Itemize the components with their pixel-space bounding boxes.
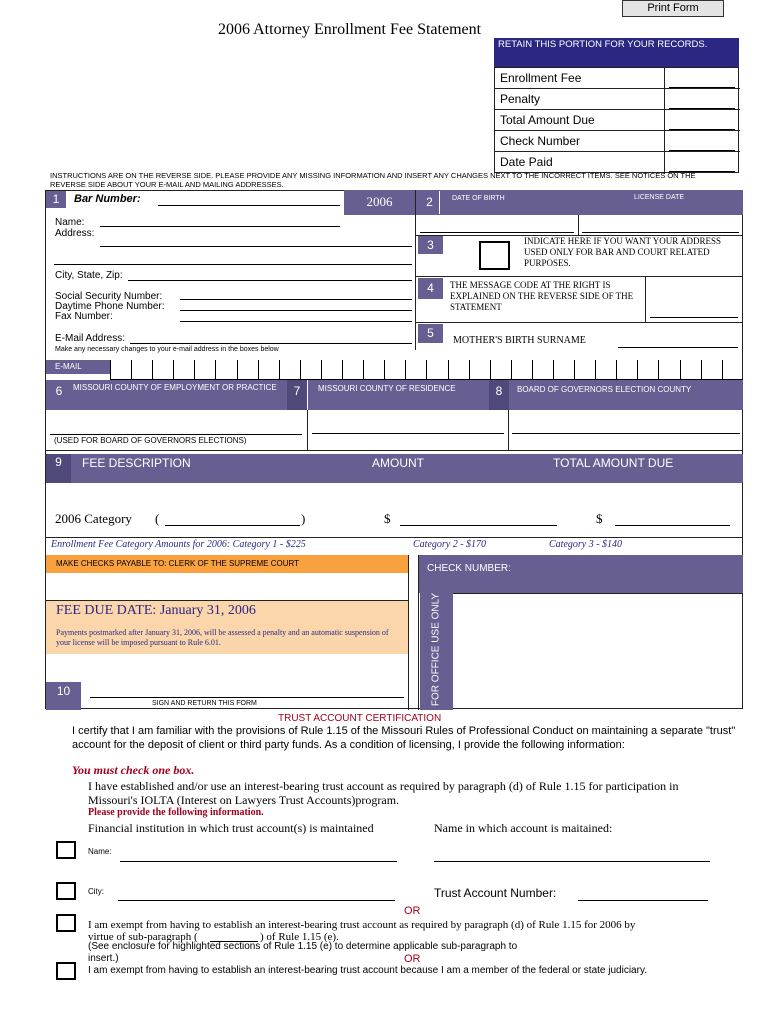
- section-4-text: THE MESSAGE CODE AT THE RIGHT IS EXPLAINED ON THE REVERSE SIDE OF THE STATEMENT: [450, 280, 634, 312]
- fax-field[interactable]: [180, 321, 412, 322]
- section-5-text: MOTHER'S BIRTH SURNAME: [453, 335, 586, 346]
- email-char-box[interactable]: [342, 360, 363, 380]
- section-3-number: 3: [418, 236, 443, 254]
- amount-field[interactable]: [400, 525, 557, 526]
- email-char-box[interactable]: [469, 360, 490, 380]
- check-number-field[interactable]: [669, 150, 735, 151]
- email-char-box[interactable]: [722, 360, 743, 380]
- email-char-box[interactable]: [658, 360, 679, 380]
- bar-number-label: Bar Number:: [74, 193, 141, 205]
- address-label: Address:: [55, 228, 95, 239]
- email-char-box[interactable]: [300, 360, 321, 380]
- signature-field[interactable]: [90, 697, 404, 698]
- license-date-label: LICENSE DATE: [634, 194, 685, 201]
- fin-inst-label: Financial institution in which trust account(s) is maintained: [88, 821, 374, 835]
- email-field[interactable]: [130, 343, 412, 344]
- section-7-number: 7: [289, 383, 305, 399]
- email-char-box[interactable]: [215, 360, 236, 380]
- trust-option-2: I am exempt from having to establish an interest-bearing trust account as required by paragraph (d) of Rule 1.15 for 2006 by: [88, 919, 636, 931]
- section-9-number: 9: [46, 454, 71, 483]
- fax-label: Fax Number:: [55, 311, 113, 322]
- city-field[interactable]: [128, 280, 412, 281]
- retain-row: Date Paid: [500, 155, 553, 169]
- retain-header-text: RETAIN THIS PORTION FOR YOUR RECORDS.: [498, 39, 708, 50]
- instructions: INSTRUCTIONS ARE ON THE REVERSE SIDE. PLEASE PROVIDE ANY MISSING INFORMATION AND INSERT ANY CHANGES NEXT TO THE INCORRECT ITEMS. SEE NOTICES ON THE REVERSE SIDE ABOUT YOUR E-MAIL AND MAILING ADDRESSES.: [50, 171, 696, 189]
- mother-surname-field[interactable]: [618, 347, 738, 348]
- email-label: E-Mail Address:: [55, 333, 126, 344]
- email-char-box[interactable]: [110, 360, 131, 380]
- email-char-box[interactable]: [426, 360, 447, 380]
- section-10-number: 10: [46, 682, 81, 710]
- institution-name-label: Name:: [88, 847, 112, 856]
- trust-option-1-checkbox[interactable]: [56, 841, 76, 859]
- total-dollar: $: [596, 511, 603, 526]
- provide-info: Please provide the following information.: [88, 807, 264, 818]
- trust-option-2-insert: insert.): [88, 953, 119, 964]
- fee-description-heading: FEE DESCRIPTION: [82, 456, 191, 470]
- address-use-checkbox[interactable]: [479, 241, 510, 270]
- message-code-field[interactable]: [650, 317, 738, 318]
- trust-option-2-rule: ) of Rule 1.15 (e).: [260, 931, 339, 943]
- email-char-box[interactable]: [279, 360, 300, 380]
- amount-dollar: $: [384, 511, 391, 526]
- trust-option-2-enclosure: (See enclosure for highlighted sections of Rule 1.15 (e) to determine applicable sub-paragraph to: [88, 941, 518, 952]
- or-divider-1: OR: [404, 905, 421, 917]
- email-char-box[interactable]: [363, 360, 384, 380]
- trust-option-3-checkbox[interactable]: [56, 962, 76, 980]
- category-label: 2006 Category: [55, 511, 132, 526]
- retain-row: Total Amount Due: [500, 113, 595, 127]
- section-2-header: [416, 190, 743, 215]
- total-amount-field[interactable]: [669, 129, 735, 130]
- section-8-number: 8: [491, 383, 507, 399]
- penalty-field[interactable]: [669, 108, 735, 109]
- email-char-box[interactable]: [173, 360, 194, 380]
- name-field[interactable]: [100, 226, 340, 227]
- trust-option-2-virtue: virtue of sub-paragraph (: [88, 931, 198, 943]
- section-2-number: 2: [420, 191, 440, 214]
- office-use-area: [453, 593, 743, 710]
- section-5-number: 5: [418, 324, 443, 343]
- office-use-label: FOR OFFICE USE ONLY: [430, 592, 442, 707]
- or-divider-2: OR: [404, 953, 421, 965]
- email-char-box[interactable]: [532, 360, 553, 380]
- section-1-number: 1: [46, 191, 66, 208]
- trust-heading: TRUST ACCOUNT CERTIFICATION: [278, 713, 442, 724]
- category-amounts-2: Category 2 - $170: [413, 539, 487, 550]
- election-county-field[interactable]: [512, 433, 740, 434]
- trust-number-field[interactable]: [578, 900, 708, 901]
- license-date-field[interactable]: [582, 232, 739, 233]
- name-label: Name:: [55, 217, 85, 228]
- category-field[interactable]: [165, 525, 300, 526]
- email-char-box[interactable]: [237, 360, 258, 380]
- year-text: 2006: [366, 194, 393, 209]
- amount-heading: AMOUNT: [372, 456, 424, 470]
- dob-label: DATE OF BIRTH: [452, 195, 505, 202]
- category-close-paren: ): [301, 511, 306, 526]
- email-char-box[interactable]: [616, 360, 637, 380]
- section-6-note: (USED FOR BOARD OF GOVERNORS ELECTIONS): [54, 436, 247, 445]
- section-6-text: MISSOURI COUNTY OF EMPLOYMENT OR PRACTICE: [73, 383, 277, 392]
- county-residence-field[interactable]: [312, 433, 504, 434]
- email-char-box[interactable]: [321, 360, 342, 380]
- institution-city-field[interactable]: [118, 900, 395, 901]
- email-char-box[interactable]: [553, 360, 574, 380]
- email-char-box[interactable]: [448, 360, 469, 380]
- total-due-heading: TOTAL AMOUNT DUE: [553, 456, 674, 470]
- county-employment-field[interactable]: [50, 434, 302, 435]
- page-title: 2006 Attorney Enrollment Fee Statement: [218, 21, 482, 38]
- ssn-field[interactable]: [180, 299, 412, 300]
- name-in-account-label: Name in which account is maitained:: [434, 821, 613, 835]
- must-check-one: You must check one box.: [72, 763, 195, 777]
- section-8-text: BOARD OF GOVERNORS ELECTION COUNTY: [517, 385, 692, 394]
- ssn-label: Social Security Number:: [55, 291, 163, 302]
- city-checkbox[interactable]: [56, 882, 76, 900]
- check-number-header: [419, 555, 743, 593]
- category-amounts-3: Category 3 - $140: [549, 539, 623, 550]
- email-char-box[interactable]: [511, 360, 532, 380]
- email-char-box[interactable]: [701, 360, 722, 380]
- email-bar-label: E-MAIL: [55, 362, 82, 371]
- year-box: [344, 190, 415, 215]
- institution-city-label: City:: [88, 887, 104, 896]
- check-number-label: CHECK NUMBER:: [427, 563, 511, 574]
- retain-header: [494, 38, 739, 67]
- email-char-box[interactable]: [131, 360, 152, 380]
- retain-row: Check Number: [500, 134, 581, 148]
- print-form-label: Print Form: [647, 2, 699, 14]
- sign-instruction: SIGN AND RETURN THIS FORM: [152, 700, 257, 707]
- total-field[interactable]: [615, 525, 730, 526]
- enrollment-fee-field[interactable]: [669, 87, 735, 88]
- email-char-box[interactable]: [574, 360, 595, 380]
- email-char-box[interactable]: [490, 360, 511, 380]
- print-form-button[interactable]: [622, 0, 724, 17]
- category-amounts-1: Enrollment Fee Category Amounts for 2006: Category 1 - $225: [51, 539, 306, 550]
- institution-name-field[interactable]: [120, 861, 397, 862]
- trust-option-1: I have established and/or use an interest-bearing trust account as required by paragraph (d) of Rule 1.15 for participation in Missouri's IOLTA (Interest on Lawyers Trust Accounts)program.: [88, 779, 679, 807]
- address-field-2[interactable]: [54, 264, 412, 265]
- city-label: City, State, Zip:: [55, 270, 123, 281]
- section-3-text: INDICATE HERE IF YOU WANT YOUR ADDRESS USED ONLY FOR BAR AND COURT RELATED PURPOSES.: [524, 236, 722, 268]
- email-char-box[interactable]: [637, 360, 658, 380]
- email-char-boxes[interactable]: [110, 360, 743, 380]
- email-note: Make any necessary changes to your e-mail address in the boxes below: [55, 346, 279, 353]
- trust-number-label: Trust Account Number:: [434, 886, 557, 900]
- phone-label: Daytime Phone Number:: [55, 301, 165, 312]
- fee-due-date: FEE DUE DATE: January 31, 2006: [56, 603, 256, 618]
- retain-table: [494, 67, 739, 173]
- category-open-paren: (: [155, 511, 160, 526]
- retain-row: Penalty: [500, 92, 541, 106]
- email-char-box[interactable]: [680, 360, 701, 380]
- email-bar: [46, 360, 110, 374]
- dob-field[interactable]: [420, 232, 574, 233]
- trust-certify: I certify that I am familiar with the provisions of Rule 1.15 of the Missouri Rules of Professional Conduct on maintaining a separate "trust" account for the deposit of client or third party funds. As a condition of licensing, I provide the following information:: [72, 725, 736, 751]
- email-char-box[interactable]: [405, 360, 426, 380]
- bar-number-field[interactable]: [158, 205, 340, 206]
- retain-row: Enrollment Fee: [500, 71, 582, 85]
- address-field-1[interactable]: [100, 246, 412, 247]
- email-char-box[interactable]: [194, 360, 215, 380]
- fee-due-note: Payments postmarked after January 31, 2006, will be assessed a penalty and an automatic suspension of your license will be imposed pursuant to Rule 6.01.: [56, 628, 389, 647]
- section-7-text: MISSOURI COUNTY OF RESIDENCE: [318, 384, 456, 393]
- checks-payable: MAKE CHECKS PAYABLE TO: CLERK OF THE SUPREME COURT: [56, 559, 300, 568]
- trust-option-3: I am exempt from having to establish an interest-bearing trust account because I am a member of the federal or state judiciary.: [88, 965, 647, 976]
- section-4-number: 4: [418, 278, 443, 299]
- email-char-box[interactable]: [258, 360, 279, 380]
- trust-option-2-checkbox[interactable]: [56, 914, 76, 932]
- email-char-box[interactable]: [384, 360, 405, 380]
- email-char-box[interactable]: [152, 360, 173, 380]
- phone-field[interactable]: [180, 310, 412, 311]
- account-name-field[interactable]: [434, 861, 710, 862]
- email-char-box[interactable]: [595, 360, 616, 380]
- section-6-number: 6: [50, 383, 68, 399]
